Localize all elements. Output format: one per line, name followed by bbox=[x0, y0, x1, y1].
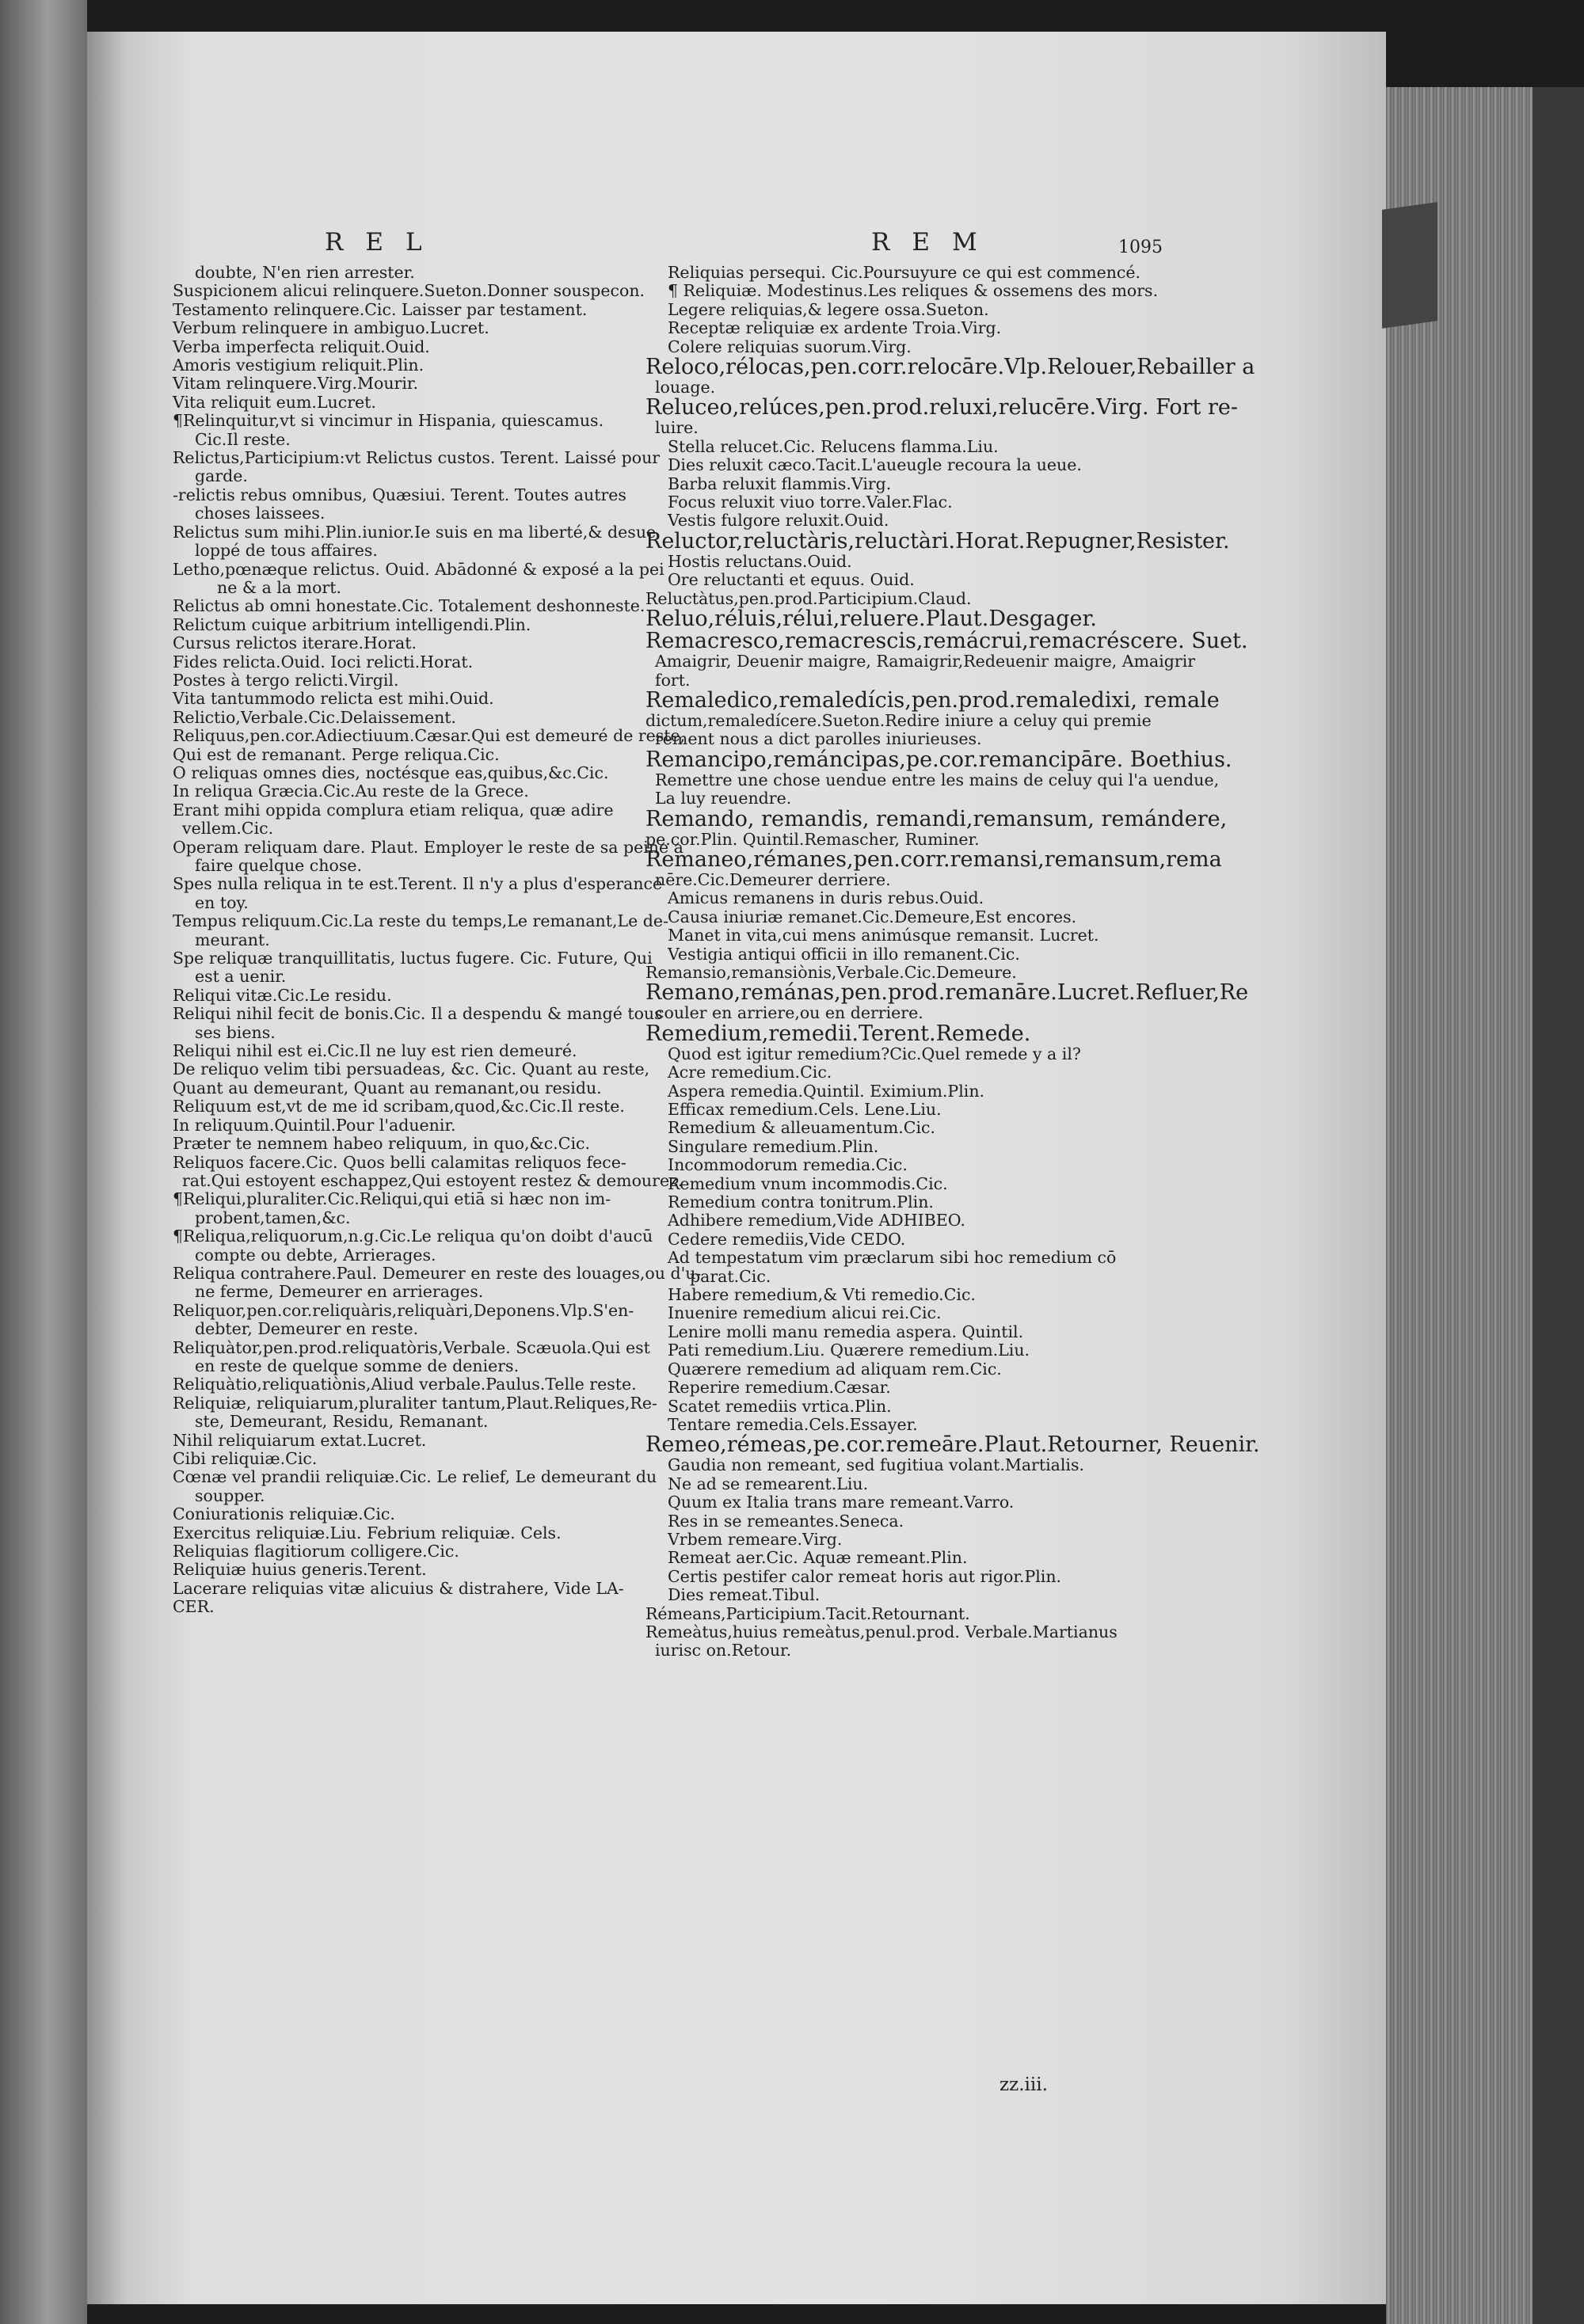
dictionary-line: ¶ Reliquiæ. Modestinus.Les reliques & ossemens des mors. bbox=[668, 281, 1159, 301]
dictionary-line: Reliqui nihil est ei.Cic.Il ne luy est rien demeuré. bbox=[173, 1041, 577, 1061]
dictionary-line: Cic.Il reste. bbox=[195, 429, 291, 449]
dictionary-line: Præter te nemnem habeo reliquum, in quo,&c.Cic. bbox=[173, 1134, 591, 1154]
dictionary-line: Gaudia non remeant, sed fugitiua volant.Martialis. bbox=[668, 1455, 1085, 1475]
dictionary-line: Testamento relinquere.Cic. Laisser par testament. bbox=[173, 299, 588, 319]
right-column bbox=[645, 263, 1260, 1660]
dictionary-line: Quant au demeurant, Quant au remanant,ou residu. bbox=[173, 1078, 602, 1097]
dictionary-line: Quum ex Italia trans mare remeant.Varro. bbox=[668, 1493, 1015, 1512]
dictionary-line: debter, Demeurer en reste. bbox=[195, 1319, 419, 1339]
dictionary-line: Amicus remanens in duris rebus.Ouid. bbox=[668, 888, 984, 908]
dictionary-line: Reliquàtor,pen.prod.reliquatòris,Verbale. Scæuola.Qui est bbox=[173, 1337, 650, 1357]
dictionary-line: Acre remedium.Cic. bbox=[668, 1063, 832, 1082]
dictionary-line: choses laissees. bbox=[195, 504, 326, 523]
dictionary-line: Dies remeat.Tibul. bbox=[668, 1585, 821, 1605]
dictionary-line: Remedium contra tonitrum.Plin. bbox=[668, 1192, 934, 1212]
dictionary-line: Reliqui nihil fecit de bonis.Cic. Il a despendu & mangé tous bbox=[173, 1004, 663, 1024]
dictionary-line: Reliquos facere.Cic. Quos belli calamitas reliquos fece- bbox=[173, 1152, 626, 1172]
dictionary-line: Aspera remedia.Quintil. Eximium.Plin. bbox=[668, 1081, 985, 1101]
dictionary-line: ne & a la mort. bbox=[217, 577, 341, 597]
dictionary-line: Tentare remedia.Cels.Essayer. bbox=[668, 1414, 918, 1434]
signature-mark: zz.iii. bbox=[1000, 2075, 1048, 2095]
dictionary-line: Remacresco,remacrescis,remácrui,remacréscere. Suet. bbox=[645, 629, 1248, 654]
dictionary-line: pe.cor.Plin. Quintil.Remascher, Ruminer. bbox=[645, 829, 980, 849]
dictionary-line: Amaigrir, Deuenir maigre, Ramaigrir,Redeuenir maigre, Amaigrir bbox=[655, 652, 1196, 671]
dictionary-line: Cœnæ vel prandii reliquiæ.Cic. Le relief, Le demeurant du bbox=[173, 1467, 657, 1487]
dictionary-line: ¶Reliqua,reliquorum,n.g.Cic.Le reliqua qu'on doibt d'aucū bbox=[173, 1227, 653, 1246]
dictionary-line: Reliquum est,vt de me id scribam,quod,&c.Cic.Il reste. bbox=[173, 1097, 625, 1116]
dictionary-line: soupper. bbox=[195, 1485, 265, 1505]
dictionary-line: Relictus sum mihi.Plin.iunior.Ie suis en ma liberté,& desue bbox=[173, 522, 657, 542]
dictionary-line: Vestigia antiqui officii in illo remanent.Cic. bbox=[668, 944, 1020, 964]
dictionary-line: Causa iniuriæ remanet.Cic.Demeure,Est encores. bbox=[668, 907, 1077, 926]
dictionary-line: Reloco,rélocas,pen.corr.relocāre.Vlp.Relouer,Rebailler a bbox=[645, 355, 1255, 380]
dictionary-line: Postes à tergo relicti.Virgil. bbox=[173, 670, 399, 690]
dictionary-line: iurisc on.Retour. bbox=[655, 1641, 792, 1660]
dictionary-line: Remedium,remedii.Terent.Remede. bbox=[645, 1021, 1031, 1046]
dictionary-line: Reliquias flagitiorum colligere.Cic. bbox=[173, 1542, 459, 1561]
dictionary-line: Lacerare reliquias vitæ alicuius & distrahere, Vide LA- bbox=[173, 1578, 624, 1598]
dictionary-line: rat.Qui estoyent eschappez,Qui estoyent restez & demourez. bbox=[182, 1170, 683, 1190]
dictionary-line: Reluo,réluis,rélui,reluere.Plaut.Desgager. bbox=[645, 607, 1098, 632]
dictionary-line: Singulare remedium.Plin. bbox=[668, 1136, 879, 1156]
dictionary-line: Pati remedium.Liu. Quærere remedium.Liu. bbox=[668, 1341, 1030, 1360]
dictionary-line: Stella relucet.Cic. Relucens flamma.Liu. bbox=[668, 436, 999, 456]
dictionary-line: Tempus reliquum.Cic.La reste du temps,Le remanant,Le de- bbox=[173, 911, 668, 931]
page-number: 1095 bbox=[1118, 238, 1163, 257]
dictionary-line: ¶Reliqui,pluraliter.Cic.Reliqui,qui etiā si hæc non im- bbox=[173, 1189, 611, 1209]
dictionary-line: faire quelque chose. bbox=[195, 856, 362, 875]
dictionary-line: Reliquàtio,reliquatiònis,Aliud verbale.Paulus.Telle reste. bbox=[173, 1375, 637, 1394]
dictionary-line: Relictum cuique arbitrium intelligendi.Plin. bbox=[173, 614, 531, 634]
dictionary-line: Verba imperfecta reliquit.Ouid. bbox=[173, 337, 430, 356]
dictionary-line: Manet in vita,cui mens animúsque remansit. Lucret. bbox=[668, 926, 1099, 945]
dictionary-line: en reste de quelque somme de deniers. bbox=[195, 1356, 520, 1375]
dictionary-line: doubte, N'en rien arrester. bbox=[195, 263, 415, 282]
dictionary-line: Fides relicta.Ouid. Ioci relicti.Horat. bbox=[173, 652, 474, 671]
dictionary-line: Reluceo,relúces,pen.prod.reluxi,relucēre.Virg. Fort re- bbox=[645, 395, 1238, 420]
dictionary-line: Remano,remánas,pen.prod.remanāre.Lucret.Refluer,Re bbox=[645, 980, 1249, 1006]
dictionary-line: Dies reluxit cæco.Tacit.L'aueugle recoura la ueue. bbox=[668, 455, 1082, 475]
page-tab bbox=[1382, 202, 1437, 329]
dictionary-line: est a uenir. bbox=[195, 967, 287, 987]
dictionary-line: Remedium & alleuamentum.Cic. bbox=[668, 1118, 936, 1138]
dictionary-line: ¶Relinquitur,vt si vincimur in Hispania, quiescamus. bbox=[173, 411, 604, 431]
dictionary-line: Vita tantummodo relicta est mihi.Ouid. bbox=[173, 689, 494, 709]
dictionary-line: vellem.Cic. bbox=[182, 819, 274, 839]
dictionary-line: Reliquor,pen.cor.reliquàris,reliquàri,Deponens.Vlp.S'en- bbox=[173, 1300, 634, 1320]
dictionary-line: Legere reliquias,& legere ossa.Sueton. bbox=[668, 299, 989, 319]
dictionary-line: Letho,pœnæque relictus. Ouid. Abādonné & exposé a la pei bbox=[173, 559, 664, 579]
dictionary-line: Hostis reluctans.Ouid. bbox=[668, 551, 852, 571]
dictionary-line: loppé de tous affaires. bbox=[195, 541, 378, 561]
dictionary-line: Cibi reliquiæ.Cic. bbox=[173, 1449, 318, 1468]
dictionary-line: Scatet remediis vrtica.Plin. bbox=[668, 1396, 892, 1416]
dictionary-line: Ore reluctanti et equus. Ouid. bbox=[668, 570, 915, 590]
dictionary-line: CER. bbox=[173, 1597, 215, 1617]
dictionary-line: In reliquum.Quintil.Pour l'aduenir. bbox=[173, 1115, 456, 1135]
dictionary-line: luire. bbox=[655, 418, 699, 438]
running-head-right: REM bbox=[871, 228, 1000, 257]
dictionary-line: rement nous a dict parolles iniurieuses. bbox=[655, 729, 982, 749]
dictionary-line: Efficax remedium.Cels. Lene.Liu. bbox=[668, 1100, 942, 1119]
dictionary-line: Exercitus reliquiæ.Liu. Febrium reliquiæ. Cels. bbox=[173, 1523, 562, 1542]
dictionary-line: garde. bbox=[195, 466, 248, 486]
dictionary-line: Vestis fulgore reluxit.Ouid. bbox=[668, 511, 889, 531]
dictionary-line: Cursus relictos iterare.Horat. bbox=[173, 633, 417, 653]
dictionary-line: Remedium vnum incommodis.Cic. bbox=[668, 1173, 948, 1193]
dictionary-line: Focus reluxit viuo torre.Valer.Flac. bbox=[668, 493, 953, 512]
dictionary-line: Reperire remedium.Cæsar. bbox=[668, 1378, 891, 1398]
dictionary-line: meurant. bbox=[195, 930, 270, 949]
dictionary-line: couler en arriere,ou en derriere. bbox=[655, 1003, 923, 1023]
dictionary-line: Relictus,Participium:vt Relictus custos. Terent. Laissé pour bbox=[173, 448, 661, 468]
dictionary-line: Remeàtus,huius remeàtus,penul.prod. Verbale.Martianus bbox=[645, 1622, 1118, 1641]
dictionary-line: Certis pestifer calor remeat horis aut rigor.Plin. bbox=[668, 1566, 1062, 1586]
dictionary-line: Cedere remediis,Vide CEDO. bbox=[668, 1229, 906, 1249]
dictionary-line: louage. bbox=[655, 378, 716, 397]
book-fore-edge bbox=[1533, 87, 1584, 2324]
dictionary-line: Vita reliquit eum.Lucret. bbox=[173, 392, 376, 412]
dictionary-line: Reluctàtus,pen.prod.Participium.Claud. bbox=[645, 588, 972, 608]
dictionary-line: Barba reluxit flammis.Virg. bbox=[668, 474, 892, 493]
dictionary-line: Relictio,Verbale.Cic.Delaissement. bbox=[173, 707, 457, 727]
dictionary-line: Vitam relinquere.Virg.Mourir. bbox=[173, 374, 418, 394]
dictionary-line: Remeo,rémeas,pe.cor.remeāre.Plaut.Retourner, Reuenir. bbox=[645, 1432, 1260, 1458]
dictionary-line: Relictus ab omni honestate.Cic. Totalement deshonneste. bbox=[173, 596, 645, 616]
dictionary-line: Quærere remedium ad aliquam rem.Cic. bbox=[668, 1359, 1002, 1379]
dictionary-line: en toy. bbox=[195, 892, 249, 912]
dictionary-line: Erant mihi oppida complura etiam reliqua, quæ adire bbox=[173, 800, 614, 820]
dictionary-line: Verbum relinquere in ambiguo.Lucret. bbox=[173, 318, 489, 338]
dictionary-line: Remettre une chose uendue entre les mains de celuy qui l'a uendue, bbox=[655, 770, 1220, 789]
dictionary-line: Suspicionem alicui relinquere.Sueton.Donner souspecon. bbox=[173, 281, 645, 301]
dictionary-line: Qui est de remanant. Perge reliqua.Cic. bbox=[173, 744, 500, 764]
dictionary-line: Spe reliquæ tranquillitatis, luctus fugere. Cic. Future, Qui bbox=[173, 949, 653, 968]
dictionary-line: Res in se remeantes.Seneca. bbox=[668, 1511, 904, 1531]
dictionary-line: In reliqua Græcia.Cic.Au reste de la Grece. bbox=[173, 782, 529, 801]
dictionary-line: Adhibere remedium,Vide ADHIBEO. bbox=[668, 1211, 965, 1230]
dictionary-line: nēre.Cic.Demeurer derriere. bbox=[655, 869, 891, 889]
dictionary-line: Amoris vestigium reliquit.Plin. bbox=[173, 356, 425, 375]
dictionary-line: Colere reliquias suorum.Virg. bbox=[668, 337, 912, 356]
dictionary-line: Receptæ reliquiæ ex ardente Troia.Virg. bbox=[668, 318, 1002, 338]
dictionary-line: Inuenire remedium alicui rei.Cic. bbox=[668, 1303, 942, 1323]
dictionary-line: probent,tamen,&c. bbox=[195, 1208, 351, 1227]
dictionary-line: Reliquiæ huius generis.Terent. bbox=[173, 1560, 427, 1580]
dictionary-line: Vrbem remeare.Virg. bbox=[668, 1529, 843, 1549]
dictionary-line: Lenire molli manu remedia aspera. Quintil. bbox=[668, 1322, 1024, 1341]
dictionary-line: Remaneo,rémanes,pen.corr.remansi,remansum,rema bbox=[645, 846, 1222, 872]
dictionary-line: ses biens. bbox=[195, 1022, 276, 1042]
dictionary-line: Remando, remandis, remandi,remansum, remándere, bbox=[645, 806, 1228, 831]
dictionary-line: O reliquas omnes dies, noctésque eas,quibus,&c.Cic. bbox=[173, 763, 609, 782]
dictionary-line: Reliquiæ, reliquiarum,pluraliter tantum,Plaut.Reliques,Re- bbox=[173, 1393, 657, 1413]
dictionary-line: ne ferme, Demeurer en arrierages. bbox=[195, 1282, 484, 1302]
dictionary-line: La luy reuendre. bbox=[655, 789, 792, 808]
dictionary-line: Nihil reliquiarum extat.Lucret. bbox=[173, 1430, 427, 1450]
dictionary-line: De reliquo velim tibi persuadeas, &c. Cic. Quant au reste, bbox=[173, 1059, 650, 1079]
dictionary-line: fort. bbox=[655, 670, 691, 690]
dictionary-line: Coniurationis reliquiæ.Cic. bbox=[173, 1504, 395, 1524]
dictionary-line: Reliquus,pen.cor.Adiectiuum.Cæsar.Qui est demeuré de reste, bbox=[173, 726, 686, 746]
dictionary-line: Operam reliquam dare. Plaut. Employer le reste de sa peine a bbox=[173, 837, 683, 857]
dictionary-line: Reluctor,reluctàris,reluctàri.Horat.Repugner,Resister. bbox=[645, 528, 1230, 553]
dictionary-line: parat.Cic. bbox=[690, 1266, 771, 1286]
dictionary-line: Spes nulla reliqua in te est.Terent. Il n'y a plus d'esperance bbox=[173, 874, 663, 894]
dictionary-line: Reliquias persequi. Cic.Poursuyure ce qui est commencé. bbox=[668, 263, 1141, 282]
dictionary-line: Ne ad se remearent.Liu. bbox=[668, 1474, 869, 1493]
dictionary-line: compte ou debte, Arrierages. bbox=[195, 1245, 436, 1265]
running-head-left: REL bbox=[325, 228, 444, 257]
dictionary-line: Remaledico,remaledícis,pen.prod.remaledixi, remale bbox=[645, 687, 1220, 713]
dictionary-line: Habere remedium,& Vti remedio.Cic. bbox=[668, 1285, 976, 1305]
dictionary-line: Ad tempestatum vim præclarum sibi hoc remedium cō bbox=[668, 1248, 1117, 1268]
dictionary-line: ste, Demeurant, Residu, Remanant. bbox=[195, 1412, 489, 1432]
dictionary-line: Rémeans,Participium.Tacit.Retournant. bbox=[645, 1603, 970, 1623]
dictionary-line: dictum,remaledícere.Sueton.Redire iniure a celuy qui premie bbox=[645, 710, 1152, 730]
dictionary-line: Remeat aer.Cic. Aquæ remeant.Plin. bbox=[668, 1548, 968, 1568]
dictionary-line: Quod est igitur remedium?Cic.Quel remede y a il? bbox=[668, 1044, 1081, 1063]
dictionary-line: Remancipo,remáncipas,pe.cor.remancipāre. Boethius. bbox=[645, 747, 1232, 772]
dictionary-line: Incommodorum remedia.Cic. bbox=[668, 1155, 908, 1175]
dictionary-line: -relictis rebus omnibus, Quæsiui. Terent. Toutes autres bbox=[173, 485, 626, 504]
left-page-edge bbox=[0, 0, 87, 2324]
dictionary-line: Reliqui vitæ.Cic.Le residu. bbox=[173, 985, 392, 1005]
dictionary-line: Remansio,remansiònis,Verbale.Cic.Demeure. bbox=[645, 962, 1017, 982]
dictionary-line: Reliqua contrahere.Paul. Demeurer en reste des louages,ou d'u- bbox=[173, 1263, 702, 1283]
